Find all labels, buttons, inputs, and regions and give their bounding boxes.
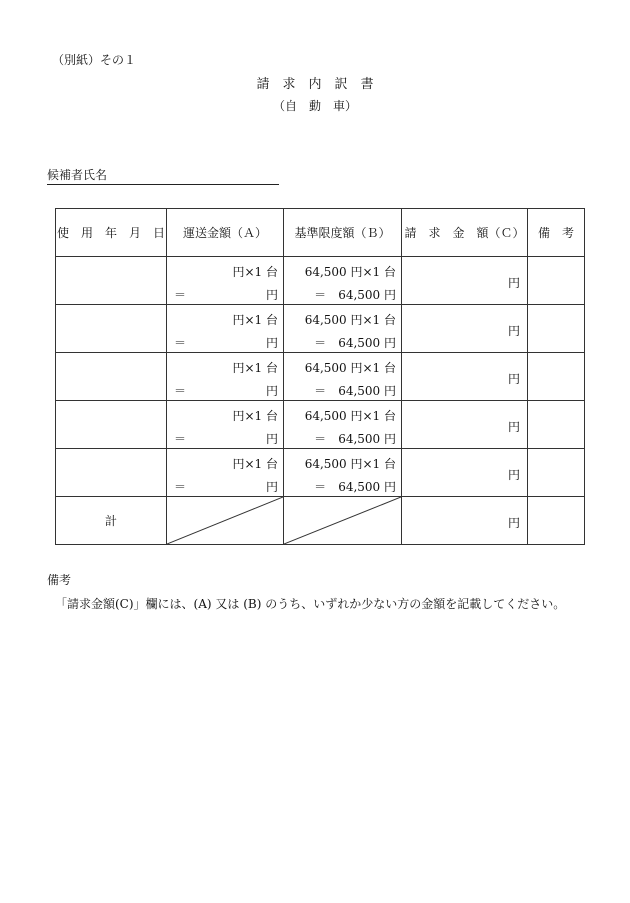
document-subtitle: （自 動 車） — [272, 99, 357, 113]
transport-rate: 円×1 台 — [232, 361, 278, 375]
date-cell[interactable] — [56, 401, 167, 449]
yen-unit: 円 — [507, 372, 520, 386]
yen-unit: 円 — [507, 276, 520, 290]
yen-unit: 円 — [507, 420, 520, 434]
equals-sign: ＝ — [314, 384, 327, 398]
equals-sign: ＝ — [174, 384, 187, 398]
limit-amount-cell — [284, 257, 402, 305]
yen-unit: 円 — [265, 384, 278, 398]
table-row — [56, 449, 585, 497]
yen-unit: 円 — [265, 336, 278, 350]
claim-amount-cell[interactable] — [402, 305, 528, 353]
diagonal-slash — [167, 497, 283, 544]
header-transport-amount: 運送金額（Ａ） — [167, 209, 284, 257]
claim-table — [55, 208, 585, 545]
total-remarks-cell[interactable] — [528, 497, 585, 545]
total-limit-cell — [284, 497, 402, 545]
candidate-name-label: 候補者氏名 — [47, 168, 108, 182]
transport-amount-cell[interactable] — [167, 305, 284, 353]
header-remarks: 備 考 — [528, 209, 585, 257]
limit-amount-cell — [284, 401, 402, 449]
transport-amount-cell[interactable] — [167, 449, 284, 497]
limit-total: 64,500 円 — [338, 336, 396, 350]
limit-total: 64,500 円 — [338, 432, 396, 446]
remarks-cell[interactable] — [528, 401, 585, 449]
equals-sign: ＝ — [314, 480, 327, 494]
transport-rate: 円×1 台 — [232, 313, 278, 327]
claim-amount-cell[interactable] — [402, 401, 528, 449]
limit-amount-cell — [284, 353, 402, 401]
limit-total: 64,500 円 — [338, 288, 396, 302]
remarks-cell[interactable] — [528, 257, 585, 305]
date-cell[interactable] — [56, 353, 167, 401]
transport-amount-cell[interactable] — [167, 401, 284, 449]
transport-rate: 円×1 台 — [232, 457, 278, 471]
diagonal-slash — [284, 497, 401, 544]
header-limit-amount: 基準限度額（Ｂ） — [284, 209, 402, 257]
equals-sign: ＝ — [314, 432, 327, 446]
equals-sign: ＝ — [174, 480, 187, 494]
remarks-cell[interactable] — [528, 353, 585, 401]
yen-unit: 円 — [507, 516, 520, 530]
yen-unit: 円 — [265, 432, 278, 446]
date-cell[interactable] — [56, 305, 167, 353]
notes-heading: 備考 — [47, 573, 72, 587]
claim-amount-cell[interactable] — [402, 353, 528, 401]
date-cell[interactable] — [56, 449, 167, 497]
transport-amount-cell[interactable] — [167, 353, 284, 401]
claim-amount-cell[interactable] — [402, 257, 528, 305]
table-row — [56, 305, 585, 353]
equals-sign: ＝ — [174, 432, 187, 446]
limit-amount-cell — [284, 305, 402, 353]
header-claim-amount: 請 求 金 額（Ｃ） — [402, 209, 528, 257]
table-header-row — [56, 209, 585, 257]
total-label: 計 — [56, 497, 167, 545]
limit-rate: 64,500 円×1 台 — [304, 457, 396, 471]
header-date: 使 用 年 月 日 — [56, 209, 167, 257]
annex-label: （別紙）その１ — [52, 53, 137, 67]
limit-total: 64,500 円 — [338, 384, 396, 398]
remarks-cell[interactable] — [528, 449, 585, 497]
notes-text: 「請求金額(C)」欄には、(A) 又は (B) のうち、いずれか少ない方の金額を記載してください。 — [55, 597, 566, 611]
claim-amount-cell[interactable] — [402, 449, 528, 497]
yen-unit: 円 — [265, 288, 278, 302]
equals-sign: ＝ — [174, 288, 187, 302]
equals-sign: ＝ — [314, 336, 327, 350]
transport-amount-cell[interactable] — [167, 257, 284, 305]
transport-rate: 円×1 台 — [232, 265, 278, 279]
limit-rate: 64,500 円×1 台 — [304, 409, 396, 423]
total-row — [56, 497, 585, 545]
limit-total: 64,500 円 — [338, 480, 396, 494]
remarks-cell[interactable] — [528, 305, 585, 353]
table-row — [56, 401, 585, 449]
total-claim-cell[interactable] — [402, 497, 528, 545]
limit-rate: 64,500 円×1 台 — [304, 265, 396, 279]
candidate-name-field[interactable] — [47, 166, 279, 185]
table-row — [56, 353, 585, 401]
yen-unit: 円 — [507, 324, 520, 338]
limit-rate: 64,500 円×1 台 — [304, 361, 396, 375]
yen-unit: 円 — [507, 468, 520, 482]
date-cell[interactable] — [56, 257, 167, 305]
equals-sign: ＝ — [314, 288, 327, 302]
equals-sign: ＝ — [174, 336, 187, 350]
limit-rate: 64,500 円×1 台 — [304, 313, 396, 327]
transport-rate: 円×1 台 — [232, 409, 278, 423]
document-title: 請 求 内 訳 書 — [256, 77, 374, 92]
yen-unit: 円 — [265, 480, 278, 494]
limit-amount-cell — [284, 449, 402, 497]
total-transport-cell — [167, 497, 284, 545]
table-row — [56, 257, 585, 305]
